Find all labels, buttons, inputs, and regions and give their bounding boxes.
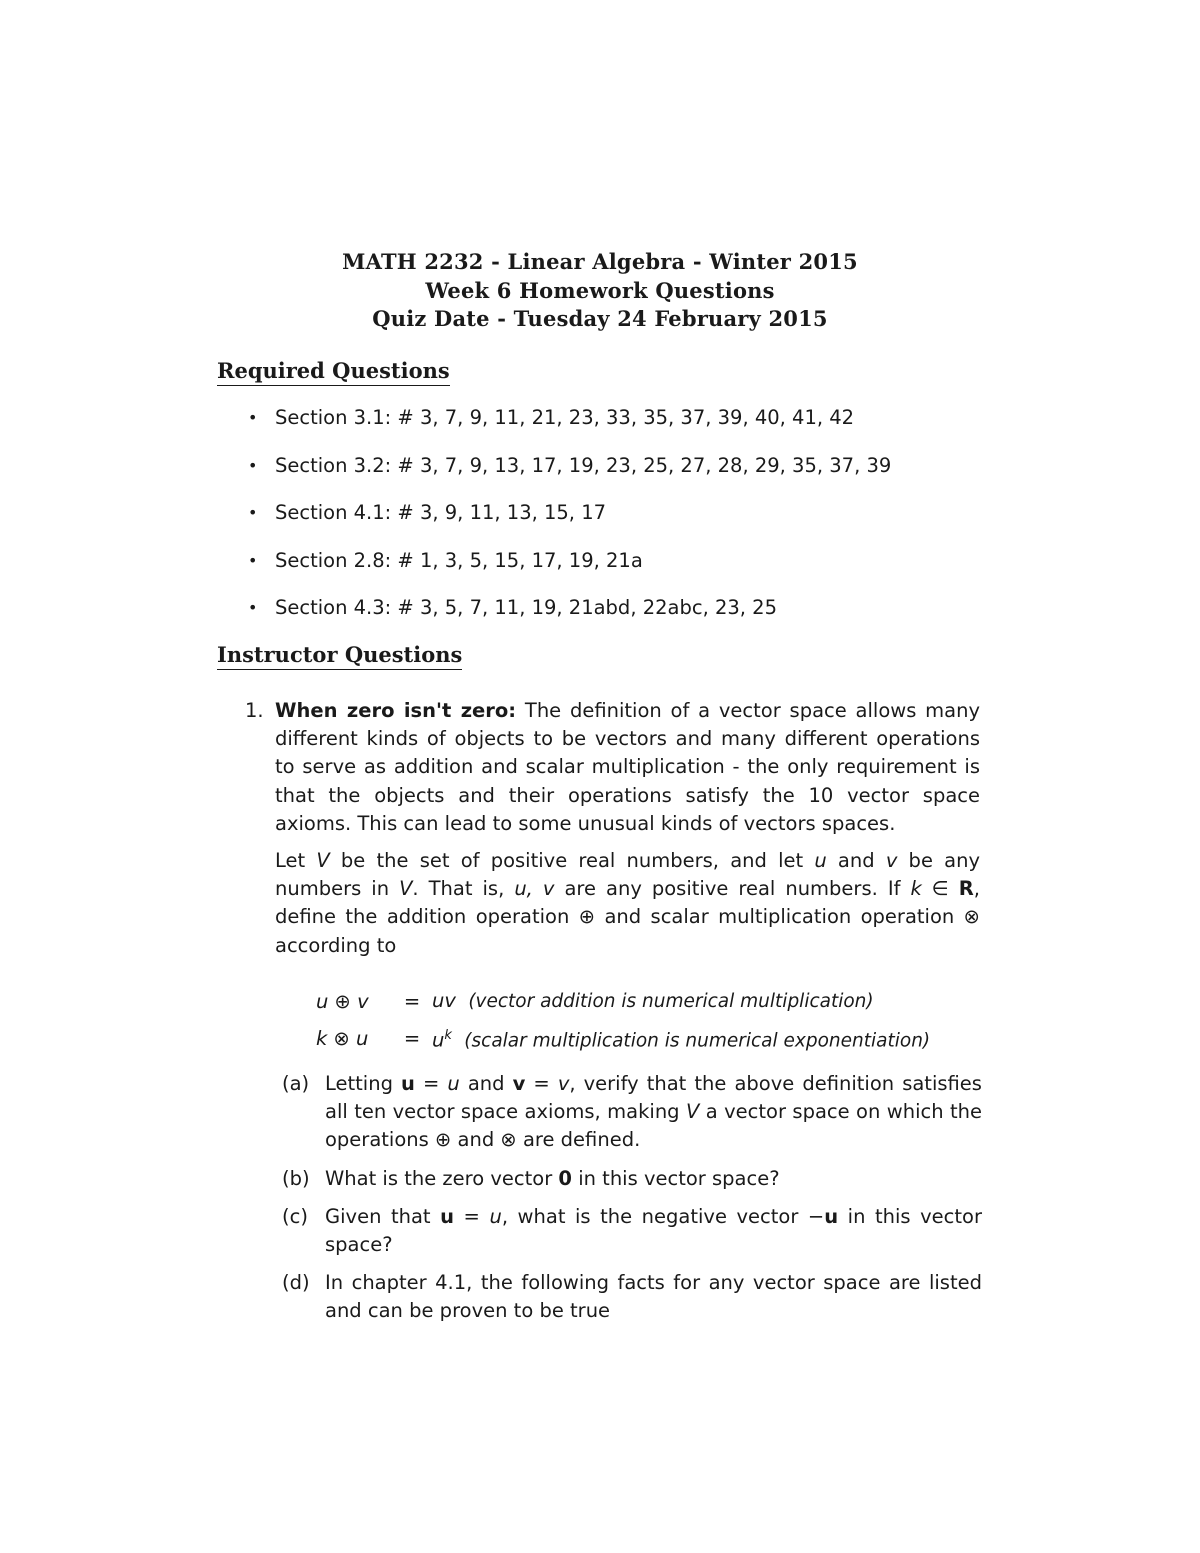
text: Letting <box>325 1072 402 1095</box>
equation-note: (vector addition is numerical multiplication) <box>468 991 874 1012</box>
text: Given that <box>325 1204 441 1228</box>
math-v: v <box>557 1072 570 1095</box>
math-in-symbol: ∈ <box>921 877 959 901</box>
document-header <box>0 248 1200 334</box>
part-label: (b) <box>282 1166 310 1190</box>
math-u: u <box>814 849 827 873</box>
def-text: are any positive real numbers. If <box>554 877 911 901</box>
required-questions-list <box>248 404 891 642</box>
text: = <box>454 1204 490 1228</box>
equation-row <box>316 984 930 1019</box>
text: , verify that the above definition satisfies all ten vector space axioms, making <box>325 1072 982 1124</box>
math-V: V <box>399 877 413 901</box>
question-definition <box>275 847 980 960</box>
question-intro <box>275 697 980 838</box>
def-text: . That is, <box>412 877 515 901</box>
equation-lhs: k ⊗ u <box>316 1026 369 1050</box>
list-item <box>248 404 891 452</box>
part-a <box>282 1070 982 1155</box>
equation-lhs: u ⊕ v <box>316 989 369 1013</box>
quiz-date: Quiz Date - Tuesday 24 February 2015 <box>372 306 828 331</box>
math-v: v <box>885 849 898 873</box>
bold-vector-u: u <box>824 1204 839 1228</box>
text: What is the zero vector <box>325 1166 559 1190</box>
math-u: u <box>447 1072 460 1095</box>
text: , what is the negative vector − <box>501 1204 825 1228</box>
bold-vector-u: u <box>401 1072 415 1095</box>
question-body <box>275 697 980 960</box>
equation-rhs <box>432 984 930 1019</box>
math-V: V <box>316 849 330 873</box>
operation-equations <box>316 984 930 1059</box>
bold-vector-u: u <box>440 1204 455 1228</box>
bold-zero-vector: 0 <box>558 1166 572 1190</box>
list-item-text: Section 2.8: # 1, 3, 5, 15, 17, 19, 21a <box>275 548 643 572</box>
list-item-text: Section 3.2: # 3, 7, 9, 13, 17, 19, 23, 25, 27, 28, 29, 35, 37, 39 <box>275 453 892 477</box>
required-questions-heading: Required Questions <box>217 358 450 386</box>
text: a vector space on which the operations ⊕ and ⊗ are defined. <box>325 1100 982 1152</box>
intro-text: The definition of a vector space allows many different kinds of objects to be vectors and many different operations to serve as addition and scalar multiplication - the only requirement is that the objects and their operations satisfy the 10 vector space axioms. This can lead to some unusual kinds of vectors spaces. <box>275 699 980 835</box>
bullet-icon: • <box>248 503 258 522</box>
bullet-icon: • <box>248 598 258 617</box>
course-title: MATH 2232 - Linear Algebra - Winter 2015 <box>342 249 858 274</box>
part-text <box>325 1070 982 1155</box>
equation-note: (scalar multiplication is numerical exponentiation) <box>464 1030 931 1052</box>
equation-rhs-value: uv <box>432 989 456 1012</box>
bullet-icon: • <box>248 455 258 475</box>
list-item <box>248 499 891 547</box>
text: = <box>525 1072 558 1095</box>
assignment-title: Week 6 Homework Questions <box>425 277 775 303</box>
text: in this vector space? <box>325 1204 982 1257</box>
list-item-text: Section 3.1: # 3, 7, 9, 11, 21, 23, 33, 35, 37, 39, 40, 41, 42 <box>275 406 855 429</box>
part-text <box>325 1203 982 1259</box>
list-item-text: Section 4.1: # 3, 9, 11, 13, 15, 17 <box>275 501 607 524</box>
part-d <box>282 1269 982 1325</box>
bullet-icon: • <box>248 550 258 570</box>
equation-relation: = <box>403 1026 421 1050</box>
list-item <box>248 594 891 642</box>
part-label: (a) <box>282 1072 310 1095</box>
def-text: Let <box>275 849 317 873</box>
bold-vector-v: v <box>512 1072 526 1095</box>
instructor-questions-heading: Instructor Questions <box>217 642 462 670</box>
math-uv: u, v <box>514 877 555 901</box>
def-text: and <box>826 849 886 873</box>
list-item-text: Section 4.3: # 3, 5, 7, 11, 19, 21abd, 22abc, 23, 25 <box>275 596 777 619</box>
equation-rhs-base: u <box>432 1028 445 1052</box>
text: = <box>414 1072 448 1095</box>
question-number: 1. <box>245 699 264 722</box>
equation-rhs <box>432 1019 930 1059</box>
def-text: , define the addition operation ⊕ and scalar multiplication operation ⊗ according to <box>275 877 980 957</box>
part-label: (d) <box>282 1271 310 1295</box>
question-parts <box>282 1070 982 1326</box>
equation-relation: = <box>403 989 421 1013</box>
def-text: be any numbers in <box>275 849 980 901</box>
math-u: u <box>489 1204 502 1228</box>
bullet-icon: • <box>248 408 258 427</box>
equation-row <box>316 1019 930 1059</box>
part-b <box>282 1165 982 1193</box>
part-text: In chapter 4.1, the following facts for any vector space are listed and can be proven to be true <box>325 1271 982 1323</box>
math-reals: R <box>958 877 974 901</box>
equation-rhs-exponent: k <box>444 1028 452 1043</box>
text: and <box>459 1072 513 1095</box>
text: in this vector space? <box>572 1166 780 1190</box>
def-text: be the set of positive real numbers, and let <box>329 849 815 873</box>
math-k: k <box>910 877 922 901</box>
part-text <box>325 1165 982 1193</box>
question-title: When zero isn't zero: <box>275 699 517 722</box>
part-label: (c) <box>282 1204 308 1228</box>
list-item <box>248 547 891 595</box>
part-c <box>282 1203 982 1259</box>
math-V: V <box>685 1100 700 1124</box>
list-item <box>248 452 891 500</box>
